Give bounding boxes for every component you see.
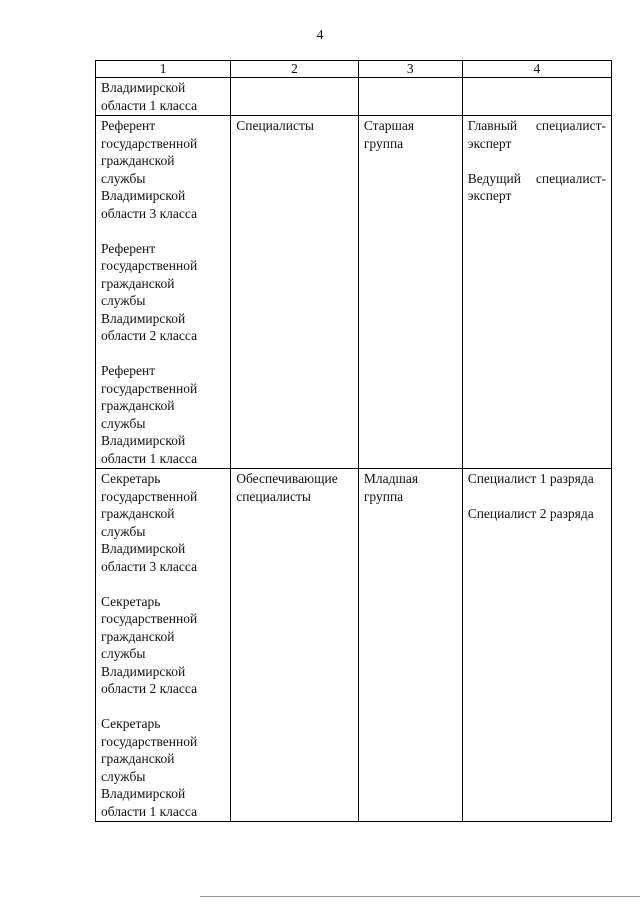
column-header-1: 1 (96, 61, 231, 78)
text-line: Обеспечивающие (236, 471, 338, 486)
column-header-4: 4 (462, 61, 611, 78)
table-header-row (96, 61, 612, 78)
column-header-3: 3 (358, 61, 462, 78)
text-line: гражданской (101, 275, 175, 291)
text-line: области 3 класса (101, 558, 198, 574)
cell-position-title (96, 469, 231, 822)
text-line: области 1 класса (101, 803, 198, 819)
column-header-2: 2 (231, 61, 359, 78)
text-line: службы (101, 415, 146, 431)
text-line: государственной (101, 488, 198, 504)
text-line: эксперт (467, 135, 512, 151)
equivalent-block (468, 170, 606, 205)
cell-category (231, 78, 359, 116)
position-block-referent-3 (101, 117, 225, 222)
text-line: Владимирской (101, 541, 186, 556)
text-line: Владимирской (101, 310, 186, 326)
text-line: Владимирской (101, 663, 186, 679)
text-line: службы (101, 293, 146, 308)
scan-edge-line (200, 896, 640, 897)
position-block-secretary-1 (101, 715, 225, 820)
position-block-referent-1 (101, 362, 225, 467)
cell-equivalent-position (462, 78, 611, 116)
text-line: группа (363, 488, 404, 504)
text-line: Специалист 2 разряда (467, 506, 594, 521)
text-line: Специалисты (236, 118, 314, 133)
cell-category (231, 116, 359, 469)
cell-group (358, 78, 462, 116)
text-line: Владимирской (101, 188, 186, 203)
cell-position-title (96, 116, 231, 469)
cell-position-title (96, 78, 231, 116)
cell-category (231, 469, 359, 822)
text-line: гражданской (101, 751, 175, 766)
text-line: эксперт (467, 188, 512, 203)
text-line: гражданской (101, 506, 175, 521)
cell-group (358, 116, 462, 469)
text-line: Владимирской (101, 80, 186, 95)
text-line: гражданской (101, 153, 175, 168)
text-line: службы (101, 523, 146, 539)
text-line: Референт (101, 363, 156, 378)
text-line: Специалист 1 разряда (467, 471, 594, 486)
text-line: гражданской (101, 628, 175, 644)
text-line: специалисты (236, 488, 311, 504)
text-line: государственной (101, 733, 198, 749)
table-row-support (96, 469, 612, 822)
text-line: государственной (101, 258, 198, 273)
position-block-secretary-3 (101, 470, 225, 575)
text-line: Владимирской (101, 786, 186, 801)
text-line: Секретарь (101, 471, 161, 486)
text-line: Секретарь (101, 716, 161, 731)
text-line: области 1 класса (101, 97, 198, 113)
text-line: государственной (101, 135, 198, 151)
text-line: области 3 класса (101, 205, 198, 221)
text-line: службы (101, 768, 146, 784)
text-line: Главный специалист- (467, 118, 606, 133)
equivalent-block (468, 505, 606, 523)
text-line: государственной (101, 611, 198, 626)
text-line: государственной (101, 380, 198, 396)
text-line: области 2 класса (101, 681, 198, 696)
table-row-specialists (96, 116, 612, 469)
text-line: группа (363, 135, 404, 151)
cell-group (358, 469, 462, 822)
text-line: Ведущий специалист- (467, 170, 606, 186)
text-line: Секретарь (101, 593, 161, 609)
text-line: службы (101, 170, 146, 186)
text-line: Референт (101, 118, 156, 133)
text-line: области 2 класса (101, 328, 198, 343)
equivalent-block (468, 470, 606, 488)
text-line: Референт (101, 240, 156, 256)
table-row-continuation (96, 78, 612, 116)
text-line: гражданской (101, 398, 175, 413)
text-line: Старшая (363, 118, 415, 133)
equivalent-block (468, 117, 606, 152)
text-line: службы (101, 646, 146, 661)
text-line: Младшая (363, 471, 419, 486)
page-number: 4 (316, 28, 324, 43)
position-block-secretary-2 (101, 593, 225, 698)
position-block-referent-2 (101, 240, 225, 345)
text-line: Владимирской (101, 433, 186, 448)
cell-equivalent-position (462, 116, 611, 469)
positions-table (95, 60, 612, 822)
cell-equivalent-position (462, 469, 611, 822)
text-line: области 1 класса (101, 450, 198, 466)
